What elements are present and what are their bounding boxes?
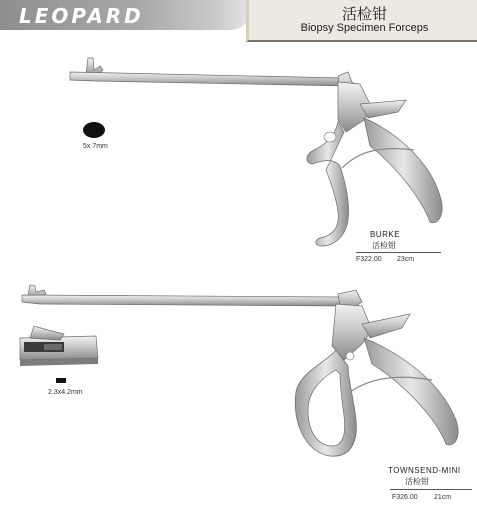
burke-divider bbox=[356, 252, 441, 253]
townsend-divider bbox=[390, 489, 472, 490]
townsend-jaw-size-icon bbox=[56, 378, 66, 383]
page-title-cn: 活检钳 bbox=[341, 5, 387, 23]
page-title-en: Biopsy Specimen Forceps bbox=[300, 22, 429, 34]
burke-jaw-size: 5x 7mm bbox=[83, 143, 108, 150]
townsend-name: TOWNSEND-MINI bbox=[388, 466, 461, 475]
burke-jaw-size-icon bbox=[83, 122, 105, 138]
burke-name-cn: 活检钳 bbox=[372, 241, 396, 250]
burke-name: BURKE bbox=[370, 230, 401, 239]
townsend-jaw-size: 2.3x4.2mm bbox=[48, 389, 83, 396]
townsend-length: 21cm bbox=[434, 494, 452, 501]
burke-forceps-image bbox=[70, 58, 442, 246]
townsend-code: F326.00 bbox=[392, 494, 418, 501]
townsend-mini-forceps-image bbox=[22, 285, 458, 456]
burke-length: 23cm bbox=[397, 256, 415, 263]
burke-code: F322.00 bbox=[356, 256, 382, 263]
brand-logo: LEOPARD bbox=[19, 4, 144, 28]
townsend-jaw-closeup-image bbox=[20, 326, 98, 366]
townsend-name-cn: 活检钳 bbox=[405, 477, 429, 486]
